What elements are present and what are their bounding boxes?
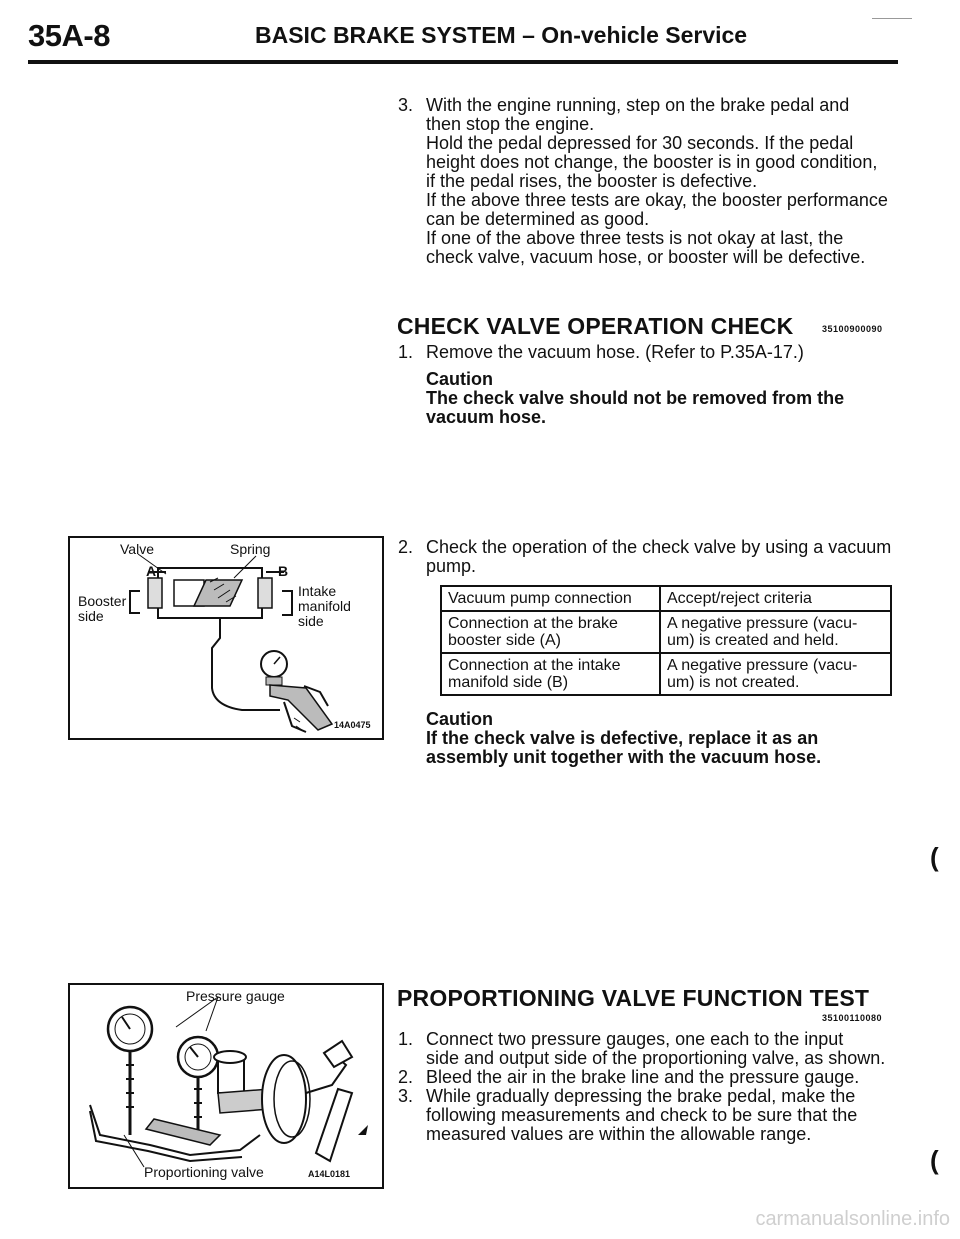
text-line: With the engine running, step on the brake pedal and [426,95,850,115]
table-cell [660,653,891,695]
stray-mark [872,18,912,19]
step-number: 1. [398,342,414,362]
step-number: 2. [398,537,414,557]
cell-line: booster side (A) [448,632,561,649]
step-number: 1. [398,1029,414,1049]
list-item [398,1068,908,1087]
text-line: can be determined as good. [426,209,650,229]
caution-line: assembly unit together with the vacuum hose. [426,747,822,767]
table-cell [441,611,660,653]
criteria-table [440,585,892,696]
table-header: Vacuum pump connection [441,586,660,611]
watermark: carmanualsonline.info [755,1208,950,1230]
section-heading: CHECK VALVE OPERATION CHECK [397,313,794,339]
text-line: measured values are within the allowable range. [426,1124,812,1144]
list-item [398,1087,908,1144]
label-valve: Valve [120,541,154,557]
table-row [441,653,891,695]
section-heading: PROPORTIONING VALVE FUNCTION TEST [397,985,870,1011]
text-line: height does not change, the booster is in good condition, [426,152,878,172]
label-booster-side [78,594,126,624]
cell-line: Connection at the brake [448,615,618,632]
section-code: 35100900090 [822,324,883,334]
proportioning-figure [68,983,384,1189]
text-line: check valve, vacuum hose, or booster will be defective. [426,247,866,267]
label-proportioning-valve: Proportioning valve [144,1164,264,1180]
check-valve-step-2 [398,538,908,582]
cell-line: manifold side (B) [448,674,569,691]
text-line: While gradually depressing the brake pedal, make the [426,1086,856,1106]
figure-code: A14L0181 [308,1169,351,1179]
table-cell [441,653,660,695]
cell-line: Connection at the intake [448,657,621,674]
text-line: Connect two pressure gauges, one each to the input [426,1029,844,1049]
caution-label: Caution [426,369,493,389]
label-line: Booster [78,593,127,609]
text-line: following measurements and check to be sure that the [426,1105,858,1125]
label-line: Intake [298,583,337,599]
proportioning-drawing [70,985,382,1187]
caution-label: Caution [426,709,493,729]
text-line: then stop the engine. [426,114,595,134]
booster-test-step [398,96,908,276]
page-title: BASIC BRAKE SYSTEM – On-vehicle Service [255,22,748,48]
list-item [398,1030,908,1068]
label-b: B [278,563,289,579]
text-line: If the above three tests are okay, the booster performance [426,190,888,210]
figure-code: 14A0475 [334,720,371,730]
caution-line: The check valve should not be removed from the [426,388,845,408]
label-line: side [298,613,324,629]
text-line: Check the operation of the check valve by using a vacuum [426,537,892,557]
caution-line: vacuum hose. [426,407,547,427]
margin-mark: ( [930,842,939,872]
check-valve-step-1 [398,343,908,365]
text-line: Remove the vacuum hose. (Refer to P.35A-17.) [426,342,804,362]
caution-line: If the check valve is defective, replace it as an [426,728,819,748]
text-line: Hold the pedal depressed for 30 seconds. If the pedal [426,133,854,153]
text-line: If one of the above three tests is not okay at last, the [426,228,844,248]
text-line: Bleed the air in the brake line and the pressure gauge. [426,1067,860,1087]
label-spring: Spring [230,541,271,557]
caution-block [426,370,906,427]
text-line: pump. [426,556,477,576]
label-line: side [78,608,104,624]
step-number: 2. [398,1067,414,1087]
section-code: 35100110080 [822,1013,883,1023]
label-intake-side [298,584,351,629]
text-line: if the pedal rises, the booster is defective. [426,171,758,191]
cell-line: A negative pressure (vacu- [667,615,858,632]
table-row [441,611,891,653]
header-rule [28,60,898,64]
text-line: side and output side of the proportioning valve, as shown. [426,1048,886,1068]
page-number: 35A-8 [28,18,110,53]
label-line: manifold [298,598,351,614]
check-valve-figure [68,536,384,740]
cell-line: A negative pressure (vacu- [667,657,858,674]
table-header-row [441,586,891,611]
margin-mark: ( [930,1145,939,1175]
label-pressure-gauge: Pressure gauge [186,988,285,1004]
check-valve-drawing [70,538,382,738]
step-number: 3. [398,95,414,115]
label-a: A [146,563,157,579]
step-text [426,96,896,267]
cell-line: um) is created and held. [667,632,839,649]
caution-block-2 [426,710,906,767]
proportioning-steps [398,1030,908,1144]
table-cell [660,611,891,653]
step-number: 3. [398,1086,414,1106]
table-header: Accept/reject criteria [660,586,891,611]
cell-line: um) is not created. [667,674,800,691]
